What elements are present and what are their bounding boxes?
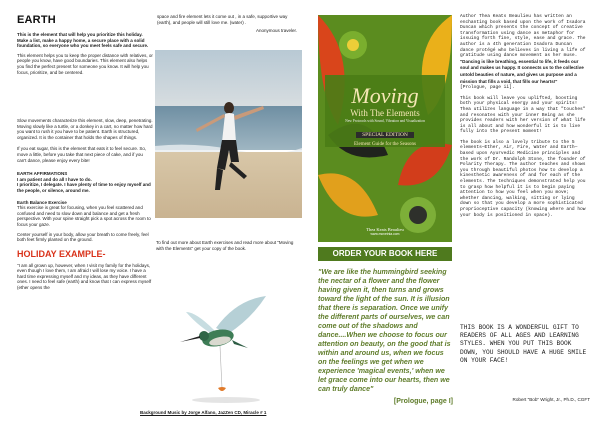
affirmations-title: EARTH AFFIRMATIONS	[17, 171, 68, 177]
holiday-text: "I am all grown up, however, when I visit my family for the holidays, even though I love them, I am afraid I will lose my voice. I have a hard time expressing myself and my ideas, as they have different ones. I need to feel safe (earth) and know that I can express myself (ether opens the	[17, 262, 152, 291]
review-p1-text: Author Thea Keats Beaulieu has written an enchanting book based upon the work of Isadora Duncan which presents the concept of creative transformation using dance as metaphor for issuing forth fine, style, ease and grace. The author is a 4th generation Isadora Duncan dance protégé who believes in living a life of gratitude using dance movement as her muse.	[460, 14, 586, 59]
book-subtitle: With The Elements	[350, 108, 420, 118]
beach-dancer-photo	[155, 50, 302, 218]
gift-note: THIS BOOK IS A WONDERFUL GIFT TO READERS OF ALL AGES AND LEARNING STYLES. WHEN YOU PUT THIS BOOK DOWN, YOU SHOULD HAVE A HUGE SMILE ON YOUR FACE!	[460, 324, 587, 364]
middle-top	[157, 14, 297, 38]
more-info	[156, 240, 296, 255]
affirmation-2: I prioritize, I delegate. I have plenty of time to enjoy myself and the people, or silence, around me.	[17, 182, 151, 193]
review-p2: This book will leave you uplifted, boosting both your physical energy and your spirits! Thea utilizes language in a way that "touches" and resonates with your inner Being as she provides readers with her version of what life is all about and how wonderful it is to live fully into the present moment!	[460, 95, 586, 135]
book-author-site: www.moveinla.com	[370, 232, 400, 236]
quote-continuation: space and fire element lets it come out , in a safe, supportive way (earth), and people will still love me. (water) .	[157, 14, 288, 25]
book-tagline: New Protocols with Sound, Vibration and Visualization	[345, 119, 425, 123]
hummingbird-photo	[166, 290, 280, 410]
exercise-p1: This exercise is great for focusing, when you feel scattered and confused and need to slow down and balance and get a fresh perspective. With your spine straight pick a spot across the room to focus your gaze.	[17, 205, 151, 227]
review-p1-quote: "Dancing is like breathing, essential to life, it feeds our soul and makes us happy. It connects us to the collective untold beauties of nature, and gives us purpose and a mission that fills a void, that fills our hearts!"	[460, 58, 584, 84]
book-author: Thea Keats Beaulieu	[366, 227, 404, 232]
exercise-p2: Center yourself in your body, allow your breath to come freely, feel both feet firmly planted on the ground.	[17, 231, 149, 243]
exercise-title: Earth Balance Exercise	[17, 199, 67, 205]
hummingbird-quote-text: "We are like the hummingbird seeking the nectar of a flower and the flower having given it, then turns and grows toward the light of the sun. It is illusion that there is separation. Once we unify the different parts of ourselves, we can come out of the shadows and dance....When we choose to focus our attention on beauty, on the good that is within and around us, when we focus on the feelings we get when we experience 'magical events,' when we let grace come into our hearts, then we can truly dance"	[318, 268, 451, 393]
reviewer-signature: Robert "Bob" Wright, Jr., Ph.D., CGFT	[512, 397, 590, 402]
footer	[140, 410, 310, 416]
review-p1	[460, 14, 587, 91]
left-column-lower	[17, 118, 153, 295]
book-guide: Element Guide for the Seasons	[354, 142, 416, 147]
earth-intro: This is the element that will help you prioritize this holiday. Make a list, make a happy home, a secure place with a solid foundation, so everyone who you meet feels safe and secure.	[17, 32, 149, 49]
review-p3: The book is also a lovely tribute to the 5 elements—Ether, Air, Fire, Water and Earth—based upon Ayurvedic Medicine principles and the work of Dr. Randolph Stone, the founder of Polarity Therapy. The author teaches and shows you through beautiful photos how to develop a kinesthetic awareness of and for each of the elements. The techniques demonstrated help you to grasp how helpful it is to begin paying attention to how you feel when you move; whether dancing, walking, sitting or lying down so that you develop a more sophisticated proprioceptive capacity (knowing where and how your body is positioned in space).	[460, 139, 586, 218]
more-info-text: To find out more about Earth exercises and read more about "Moving with the Elements" get your copy of the book.	[156, 240, 294, 251]
review-p1-citation: [Prologue, page ii].	[460, 85, 515, 91]
review-column	[460, 14, 587, 218]
book-cover[interactable]	[318, 15, 452, 242]
hummingbird-quote	[318, 268, 451, 394]
earth-heading: EARTH	[17, 14, 56, 26]
quote-author: Anonymous traveler.	[255, 28, 297, 34]
earth-p3: If you eat sugar, this is the element that eats it to feel secure. So, move a little, before you take that next piece of cake, and if you can't dance, please enjoy every bite!	[17, 146, 147, 163]
order-book-button[interactable]: ORDER YOUR BOOK HERE	[318, 247, 452, 261]
affirmation-1: I am patient and do all I have to do.	[17, 176, 92, 182]
earth-p1: This element helps you to keep the proper distance with relatives, or people you know, have good boundaries. This element also helps you find the perfect present for someone you know. It will help you focus, prioritize, and be centered.	[17, 52, 153, 75]
book-edition: SPECIAL EDITION	[356, 132, 414, 138]
quote-citation: [Prologue, page I]	[393, 398, 453, 405]
earth-p2: Slow movements characterize this element, slow, deep, penetrating. Moving slowly like a turtle, or a donkey in a cart, no matter how hard you want to rush it you have to be patient. Earth is structured, organized. It is the container that holds the shapes of things.	[17, 118, 153, 140]
book-title: Moving	[351, 83, 419, 108]
holiday-title: HOLIDAY EXAMPLE-	[17, 248, 106, 259]
footer-music-credit: Background Music by Jorge Alfano, JazZen CD, Miracle # 1	[140, 410, 267, 415]
